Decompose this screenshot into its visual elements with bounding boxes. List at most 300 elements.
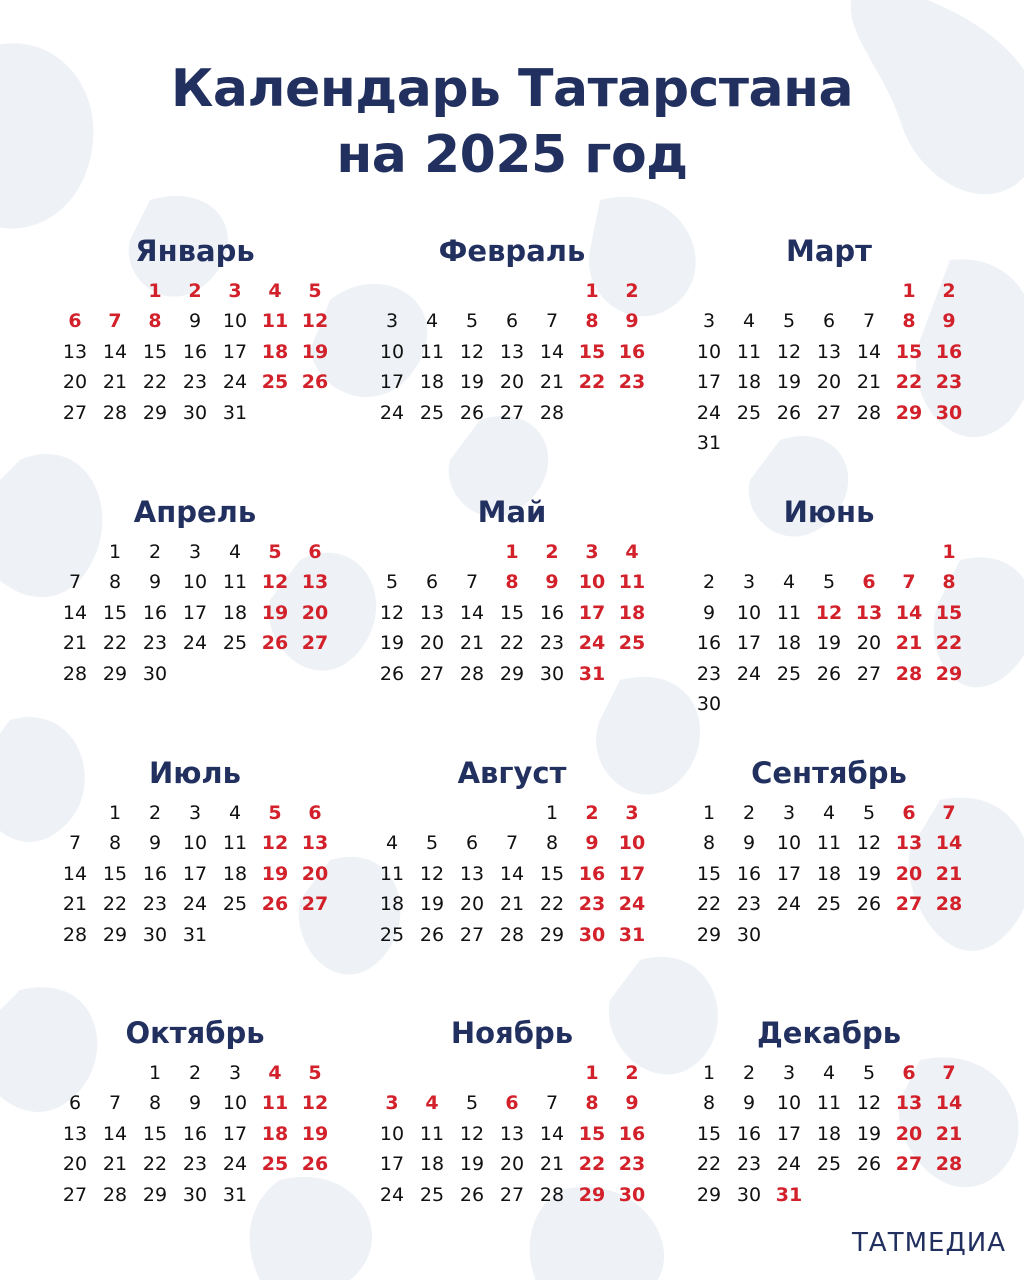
work-day: 14	[62, 862, 88, 885]
work-day: 17	[222, 1122, 248, 1145]
work-day: 10	[379, 1122, 405, 1145]
holiday-day: 14	[895, 601, 923, 624]
empty-cell	[729, 276, 769, 306]
month-days-grid	[689, 537, 969, 719]
empty-cell	[372, 276, 412, 306]
work-day: 17	[222, 340, 248, 363]
work-day: 20	[459, 893, 485, 916]
work-day: 26	[419, 923, 445, 946]
empty-cell	[452, 1058, 492, 1088]
work-day: 20	[419, 632, 445, 655]
work-day: 11	[419, 1122, 445, 1145]
holiday-day: 9	[585, 832, 599, 855]
work-day: 27	[459, 923, 485, 946]
holiday-day: 19	[301, 340, 329, 363]
work-day: 23	[736, 893, 762, 916]
holiday-day: 7	[942, 802, 956, 824]
work-day: 24	[736, 662, 762, 685]
work-day: 25	[419, 1183, 445, 1206]
work-day: 11	[736, 340, 762, 363]
work-day: 26	[776, 401, 802, 424]
work-day: 15	[142, 340, 168, 363]
holiday-day: 29	[578, 1183, 606, 1206]
work-day: 16	[142, 862, 168, 885]
holiday-day: 11	[618, 571, 646, 594]
work-day: 20	[816, 371, 842, 394]
work-day: 29	[142, 1183, 168, 1206]
empty-cell	[769, 276, 809, 306]
work-day: 27	[856, 662, 882, 685]
work-day: 1	[545, 802, 559, 824]
work-day: 8	[545, 832, 559, 855]
holiday-day: 9	[545, 571, 559, 594]
work-day: 28	[539, 1183, 565, 1206]
work-day: 17	[696, 371, 722, 394]
work-day: 19	[459, 1153, 485, 1176]
work-day: 23	[696, 662, 722, 685]
work-day: 14	[856, 340, 882, 363]
work-day: 28	[856, 401, 882, 424]
work-day: 29	[696, 923, 722, 946]
work-day: 3	[188, 541, 202, 563]
work-day: 17	[379, 371, 405, 394]
empty-cell	[55, 798, 95, 828]
holiday-day: 5	[268, 541, 282, 563]
work-day: 12	[776, 340, 802, 363]
holiday-day: 6	[308, 541, 322, 563]
title-line-2: на 2025 год	[336, 125, 688, 185]
holiday-day: 12	[261, 832, 289, 855]
empty-cell	[849, 537, 889, 567]
holiday-day: 6	[308, 802, 322, 824]
work-day: 21	[102, 1153, 128, 1176]
work-day: 4	[822, 802, 836, 824]
work-day: 4	[782, 571, 796, 594]
holiday-day: 22	[578, 371, 606, 394]
holiday-day: 7	[902, 571, 916, 594]
holiday-day: 1	[942, 541, 956, 563]
work-day: 15	[102, 601, 128, 624]
holiday-day: 29	[935, 662, 963, 685]
month-days-grid	[689, 1058, 969, 1210]
work-day: 1	[702, 802, 716, 824]
holiday-day: 22	[935, 632, 963, 655]
work-day: 7	[545, 1092, 559, 1115]
month-name: Июнь	[783, 495, 875, 529]
work-day: 31	[182, 923, 208, 946]
work-day: 27	[62, 401, 88, 424]
work-day: 22	[696, 1153, 722, 1176]
work-day: 10	[776, 832, 802, 855]
empty-cell	[532, 276, 572, 306]
work-day: 4	[228, 802, 242, 824]
holiday-day: 13	[895, 1092, 923, 1115]
work-day: 2	[742, 1062, 756, 1084]
work-day: 9	[702, 601, 716, 624]
work-day: 21	[539, 1153, 565, 1176]
work-day: 16	[142, 601, 168, 624]
work-day: 28	[459, 662, 485, 685]
holiday-day: 26	[301, 371, 329, 394]
work-day: 24	[696, 401, 722, 424]
month-name: Май	[477, 495, 547, 529]
page-title	[0, 56, 1024, 188]
work-day: 29	[696, 1183, 722, 1206]
work-day: 9	[188, 310, 202, 333]
work-day: 28	[499, 923, 525, 946]
work-day: 11	[816, 832, 842, 855]
holiday-day: 17	[618, 862, 646, 885]
work-day: 8	[108, 571, 122, 594]
holiday-day: 3	[228, 280, 242, 302]
month-name: Август	[457, 756, 567, 790]
holiday-day: 27	[895, 1153, 923, 1176]
holiday-day: 5	[308, 1062, 322, 1084]
work-day: 19	[816, 632, 842, 655]
work-day: 13	[419, 601, 445, 624]
work-day: 22	[102, 893, 128, 916]
holiday-day: 7	[942, 1062, 956, 1084]
work-day: 29	[102, 923, 128, 946]
holiday-day: 11	[261, 310, 289, 333]
work-day: 29	[142, 401, 168, 424]
work-day: 18	[736, 371, 762, 394]
holiday-day: 2	[545, 541, 559, 563]
holiday-day: 26	[301, 1153, 329, 1176]
work-day: 19	[379, 632, 405, 655]
holiday-day: 2	[188, 280, 202, 302]
work-day: 1	[108, 541, 122, 563]
holiday-day: 27	[301, 893, 329, 916]
work-day: 5	[862, 1062, 876, 1084]
holiday-day: 28	[935, 893, 963, 916]
holiday-day: 19	[301, 1122, 329, 1145]
month-days-grid	[55, 798, 335, 950]
work-day: 3	[702, 310, 716, 333]
work-day: 13	[459, 862, 485, 885]
holiday-day: 31	[578, 662, 606, 685]
empty-cell	[452, 537, 492, 567]
holiday-day: 19	[261, 862, 289, 885]
empty-cell	[809, 537, 849, 567]
work-day: 21	[62, 632, 88, 655]
month-days-grid	[372, 1058, 652, 1210]
work-day: 26	[379, 662, 405, 685]
work-day: 24	[776, 893, 802, 916]
work-day: 22	[539, 893, 565, 916]
work-day: 18	[776, 632, 802, 655]
work-day: 6	[425, 571, 439, 594]
work-day: 14	[499, 862, 525, 885]
holiday-day: 8	[942, 571, 956, 594]
work-day: 2	[148, 802, 162, 824]
holiday-day: 26	[261, 893, 289, 916]
work-day: 3	[385, 310, 399, 333]
work-day: 5	[425, 832, 439, 855]
holiday-day: 31	[618, 923, 646, 946]
month-days-grid	[372, 276, 652, 428]
work-day: 10	[222, 1092, 248, 1115]
month-days-grid	[689, 276, 969, 458]
work-day: 24	[379, 401, 405, 424]
holiday-day: 12	[261, 571, 289, 594]
holiday-day: 20	[301, 601, 329, 624]
work-day: 28	[62, 662, 88, 685]
empty-cell	[889, 537, 929, 567]
work-day: 22	[142, 371, 168, 394]
work-day: 31	[222, 1183, 248, 1206]
work-day: 2	[702, 571, 716, 594]
work-day: 18	[419, 371, 445, 394]
work-day: 25	[816, 893, 842, 916]
holiday-day: 2	[585, 802, 599, 824]
work-day: 11	[222, 571, 248, 594]
holiday-day: 18	[618, 601, 646, 624]
work-day: 1	[702, 1062, 716, 1084]
work-day: 8	[702, 832, 716, 855]
holiday-day: 2	[625, 280, 639, 302]
empty-cell	[452, 798, 492, 828]
work-day: 24	[222, 1153, 248, 1176]
work-day: 7	[68, 832, 82, 855]
empty-cell	[55, 276, 95, 306]
work-day: 17	[379, 1153, 405, 1176]
holiday-day: 6	[68, 310, 82, 333]
holiday-day: 6	[902, 1062, 916, 1084]
work-day: 4	[425, 310, 439, 333]
month-name: Апрель	[133, 495, 257, 529]
work-day: 21	[102, 371, 128, 394]
holiday-day: 16	[618, 340, 646, 363]
month-name: Март	[786, 234, 872, 268]
month-days-grid	[372, 798, 652, 950]
work-day: 7	[465, 571, 479, 594]
month-days-grid	[689, 798, 969, 950]
holiday-day: 15	[578, 1122, 606, 1145]
holiday-day: 9	[625, 1092, 639, 1115]
work-day: 4	[742, 310, 756, 333]
holiday-day: 22	[895, 371, 923, 394]
holiday-day: 15	[578, 340, 606, 363]
holiday-day: 25	[618, 632, 646, 655]
holiday-day: 24	[578, 632, 606, 655]
work-day: 10	[776, 1092, 802, 1115]
work-day: 24	[182, 893, 208, 916]
work-day: 20	[62, 371, 88, 394]
work-day: 12	[459, 340, 485, 363]
holiday-day: 21	[935, 862, 963, 885]
work-day: 2	[188, 1062, 202, 1084]
work-day: 10	[379, 340, 405, 363]
work-day: 17	[182, 862, 208, 885]
holiday-day: 7	[108, 310, 122, 333]
work-day: 5	[465, 310, 479, 333]
work-day: 31	[222, 401, 248, 424]
work-day: 30	[696, 692, 722, 715]
work-day: 6	[822, 310, 836, 333]
work-day: 15	[499, 601, 525, 624]
work-day: 30	[182, 401, 208, 424]
holiday-day: 3	[585, 541, 599, 563]
work-day: 26	[459, 1183, 485, 1206]
holiday-day: 5	[308, 280, 322, 302]
work-day: 4	[385, 832, 399, 855]
holiday-day: 10	[618, 832, 646, 855]
work-day: 22	[696, 893, 722, 916]
work-day: 7	[862, 310, 876, 333]
work-day: 14	[102, 340, 128, 363]
work-day: 29	[539, 923, 565, 946]
holiday-day: 4	[268, 280, 282, 302]
work-day: 15	[696, 1122, 722, 1145]
holiday-day: 12	[301, 310, 329, 333]
work-day: 18	[379, 893, 405, 916]
work-day: 12	[379, 601, 405, 624]
work-day: 16	[736, 862, 762, 885]
work-day: 14	[102, 1122, 128, 1145]
month-name: Сентябрь	[751, 756, 907, 790]
holiday-day: 23	[618, 371, 646, 394]
work-day: 9	[188, 1092, 202, 1115]
holiday-day: 25	[261, 1153, 289, 1176]
work-day: 11	[419, 340, 445, 363]
work-day: 26	[856, 1153, 882, 1176]
holiday-day: 30	[935, 401, 963, 424]
work-day: 23	[182, 371, 208, 394]
work-day: 21	[62, 893, 88, 916]
work-day: 19	[419, 893, 445, 916]
empty-cell	[689, 537, 729, 567]
empty-cell	[849, 276, 889, 306]
holiday-day: 23	[935, 371, 963, 394]
month-name: Январь	[135, 234, 255, 268]
empty-cell	[372, 798, 412, 828]
holiday-day: 22	[578, 1153, 606, 1176]
work-day: 20	[62, 1153, 88, 1176]
work-day: 14	[539, 1122, 565, 1145]
holiday-day: 14	[935, 1092, 963, 1115]
work-day: 17	[736, 632, 762, 655]
holiday-day: 23	[578, 893, 606, 916]
work-day: 13	[816, 340, 842, 363]
work-day: 15	[142, 1122, 168, 1145]
work-day: 25	[736, 401, 762, 424]
holiday-day: 19	[261, 601, 289, 624]
work-day: 5	[465, 1092, 479, 1115]
work-day: 10	[222, 310, 248, 333]
work-day: 18	[816, 1122, 842, 1145]
holiday-day: 15	[895, 340, 923, 363]
month-days-grid	[55, 1058, 335, 1210]
empty-cell	[689, 276, 729, 306]
work-day: 16	[182, 340, 208, 363]
holiday-day: 4	[268, 1062, 282, 1084]
work-day: 9	[742, 832, 756, 855]
work-day: 8	[148, 1092, 162, 1115]
work-day: 17	[776, 862, 802, 885]
holiday-day: 20	[895, 1122, 923, 1145]
work-day: 7	[68, 571, 82, 594]
empty-cell	[372, 537, 412, 567]
empty-cell	[492, 276, 532, 306]
empty-cell	[95, 1058, 135, 1088]
empty-cell	[95, 276, 135, 306]
work-day: 22	[142, 1153, 168, 1176]
work-day: 29	[102, 662, 128, 685]
work-day: 13	[62, 340, 88, 363]
work-day: 26	[856, 893, 882, 916]
work-day: 5	[385, 571, 399, 594]
holiday-day: 8	[585, 1092, 599, 1115]
work-day: 4	[822, 1062, 836, 1084]
work-day: 1	[148, 1062, 162, 1084]
work-day: 27	[816, 401, 842, 424]
holiday-day: 9	[625, 310, 639, 333]
work-day: 12	[459, 1122, 485, 1145]
work-day: 30	[182, 1183, 208, 1206]
work-day: 8	[702, 1092, 716, 1115]
month-days-grid	[55, 537, 335, 689]
work-day: 25	[776, 662, 802, 685]
holiday-day: 27	[895, 893, 923, 916]
work-day: 25	[419, 401, 445, 424]
work-day: 23	[182, 1153, 208, 1176]
empty-cell	[492, 798, 532, 828]
work-day: 16	[182, 1122, 208, 1145]
work-day: 13	[499, 1122, 525, 1145]
holiday-day: 13	[895, 832, 923, 855]
work-day: 21	[539, 371, 565, 394]
empty-cell	[412, 798, 452, 828]
holiday-day: 31	[775, 1183, 803, 1206]
holiday-day: 4	[425, 1092, 439, 1115]
holiday-day: 13	[301, 571, 329, 594]
work-day: 17	[182, 601, 208, 624]
work-day: 30	[736, 1183, 762, 1206]
holiday-day: 21	[895, 632, 923, 655]
holiday-day: 20	[301, 862, 329, 885]
work-day: 20	[856, 632, 882, 655]
work-day: 30	[736, 923, 762, 946]
holiday-day: 5	[268, 802, 282, 824]
holiday-day: 1	[585, 280, 599, 302]
work-day: 28	[62, 923, 88, 946]
empty-cell	[412, 1058, 452, 1088]
work-day: 10	[182, 571, 208, 594]
holiday-day: 3	[625, 802, 639, 824]
work-day: 16	[539, 601, 565, 624]
holiday-day: 28	[935, 1153, 963, 1176]
holiday-day: 12	[301, 1092, 329, 1115]
empty-cell	[452, 276, 492, 306]
work-day: 3	[742, 571, 756, 594]
holiday-day: 30	[618, 1183, 646, 1206]
empty-cell	[55, 537, 95, 567]
holiday-day: 18	[261, 340, 289, 363]
work-day: 20	[499, 1153, 525, 1176]
work-day: 10	[182, 832, 208, 855]
work-day: 25	[222, 632, 248, 655]
work-day: 6	[505, 310, 519, 333]
work-day: 15	[539, 862, 565, 885]
holiday-day: 8	[585, 310, 599, 333]
holiday-day: 11	[261, 1092, 289, 1115]
holiday-day: 4	[625, 541, 639, 563]
work-day: 31	[696, 431, 722, 454]
work-day: 14	[62, 601, 88, 624]
work-day: 9	[148, 832, 162, 855]
work-day: 5	[862, 802, 876, 824]
